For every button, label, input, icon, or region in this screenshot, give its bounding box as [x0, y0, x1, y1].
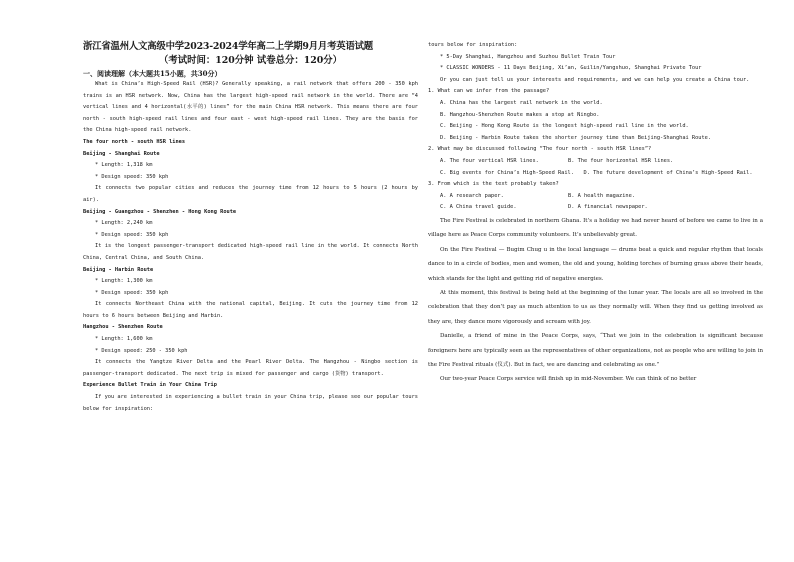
- route-speed: * Design speed: 350 kph: [95, 173, 169, 180]
- passage-paragraph: Our two-year Peace Corps service will finish up in mid-November. We can think of no better: [440, 376, 697, 383]
- option: A. A research paper.: [440, 192, 504, 199]
- option-row: [428, 191, 763, 203]
- option: C. A China travel guide.: [440, 204, 517, 211]
- page-title: 浙江省温州人文高级中学2023-2024学年高二上学期9月月考英语试题: [83, 41, 373, 52]
- option: B. The four horizontal HSR lines.: [568, 157, 674, 164]
- route-speed: * Design speed: 350 kph: [95, 231, 169, 238]
- passage-intro: What is China’s High-Speed Rail (HSR)? Generally speaking, a rail network that offers 200 - 350 kph trains is an HSR network. Now, China has the largest high-speed rail network in the world. There are “4 vertical lines and 4 horizontal(水平的) lines” for the main China HSR network. This means there are four north - south high-speed rail lines and four east - west high-speed rail lines. They are the basis for the China high-speed rail network.: [83, 81, 418, 134]
- route-length: * Length: 1,300 km: [95, 278, 153, 285]
- route-block: [83, 322, 418, 380]
- route-name: Beijing - Guangzhou - Shenzhen - Hong Kong Route: [83, 208, 237, 215]
- question-1: [428, 86, 763, 144]
- passage-paragraph: Danielle, a friend of mine in the Peace Corps, says, “That we join in the celebration is significant because foreigners here are typically seen as the representatives of other organizations, not as people who are willing to join in the Fire Festival rituals (仪式). But in fact, we are dancing and celebrating as one.”: [428, 333, 763, 368]
- experience-text: If you are interested in experiencing a bullet train in your China trip, please see our popular tours below for inspiration:: [83, 394, 418, 412]
- route-speed: * Design speed: 350 kph: [95, 289, 169, 296]
- option: B. Hangzhou-Shenzhen Route makes a stop at Ningbo.: [440, 111, 600, 118]
- question-stem: 2. What may be discussed following “The four north - south HSR lines”?: [428, 146, 652, 153]
- passage-paragraph: The Fire Festival is celebrated in northern Ghana. It’s a holiday we had never heard of before we came to live in a village here as Peace Corps community volunteers. It’s unbelievably great.: [428, 217, 763, 239]
- tours-lead: tours below for inspiration:: [428, 42, 518, 48]
- option: A. The four vertical HSR lines.: [440, 157, 539, 164]
- route-speed: * Design speed: 250 - 350 kph: [95, 347, 188, 354]
- passage-paragraph: At this moment, this festival is being held at the beginning of the lunar year. The locals are all so involved in the celebration that they don’t pay as much attention to us as they normally will. When they find us getting involved as they are, they dance more vigorously and scream with joy.: [428, 289, 763, 325]
- experience-heading: Experience Bullet Train in Your China Trip: [83, 382, 217, 389]
- question-stem: 1. What can we infer from the passage?: [428, 88, 550, 95]
- passage-2: [428, 214, 763, 432]
- route-length: * Length: 2,240 km: [95, 220, 153, 227]
- lines-heading: The four north - south HSR lines: [83, 138, 186, 145]
- left-column: [83, 40, 418, 415]
- route-name: Beijing - Shanghai Route: [83, 150, 160, 157]
- tour-item: * CLASSIC WONDERS - 11 Days Beijing, Xi’an, Guilin/Yangshuo, Shanghai Private Tour: [440, 65, 702, 72]
- route-length: * Length: 1,600 km: [95, 336, 153, 343]
- question-3: [428, 179, 763, 214]
- route-desc: It connects Northeast China with the national capital, Beijing. It cuts the journey time from 12 hours to 6 hours between Beijing and Harbin.: [83, 301, 418, 319]
- question-2: [428, 144, 763, 179]
- route-desc: It connects two popular cities and reduces the journey time from 12 hours to 5 hours (2 hours by air).: [83, 185, 418, 203]
- route-length: * Length: 1,318 km: [95, 162, 153, 169]
- section-heading: 一、阅读理解（本大题共15小题，共30分）: [83, 69, 222, 78]
- option-row: [428, 156, 763, 168]
- question-stem: 3. From which is the text probably taken?: [428, 181, 559, 188]
- route-desc: It is the longest passenger-transport dedicated high-speed rail line in the world. It connects North China, Central China, and South China.: [83, 243, 418, 261]
- route-block: [83, 149, 418, 207]
- route-desc: It connects the Yangtze River Delta and the Pearl River Delta. The Hangzhou - Ningbo section is passenger-transport dedicated. The next trip is mixed for passenger and cargo (货物) transport.: [83, 359, 418, 377]
- page-subtitle: （考试时间：120分钟 试卷总分：120分）: [158, 55, 343, 66]
- option: D. A financial newspaper.: [568, 204, 648, 211]
- right-column: [428, 40, 763, 432]
- option-row: [428, 168, 763, 180]
- option-row: [428, 202, 763, 214]
- closing-text: Or you can just tell us your interests and requirements, and we can help you create a China tour.: [440, 76, 750, 83]
- option: D. Beijing - Harbin Route takes the shorter journey time than Beijing-Shanghai Route.: [440, 134, 712, 141]
- option: A. China has the largest rail network in the world.: [440, 99, 603, 106]
- route-name: Hangzhou - Shenzhen Route: [83, 324, 163, 331]
- option: C. Beijing - Hong Kong Route is the longest high-speed rail line in the world.: [440, 123, 689, 130]
- route-block: [83, 207, 418, 265]
- route-name: Beijing - Harbin Route: [83, 266, 154, 273]
- option: C. Big events for China’s High-Speed Rail.: [440, 169, 574, 176]
- passage-paragraph: On the Fire Festival — Bugim Chug u in the local language — drums beat a quick and regular rhythm that locals dance to in a circle of bodies, men and women, the old and young, holding torches of burning grass above their heads, which stands for the light and getting rid of negative energies.: [428, 246, 763, 282]
- option: D. The future development of China’s High-Speed Rail.: [583, 169, 753, 176]
- tour-item: * 5-Day Shanghai, Hangzhou and Suzhou Bullet Train Tour: [440, 53, 616, 60]
- route-block: [83, 265, 418, 323]
- option: B. A health magazine.: [568, 192, 635, 199]
